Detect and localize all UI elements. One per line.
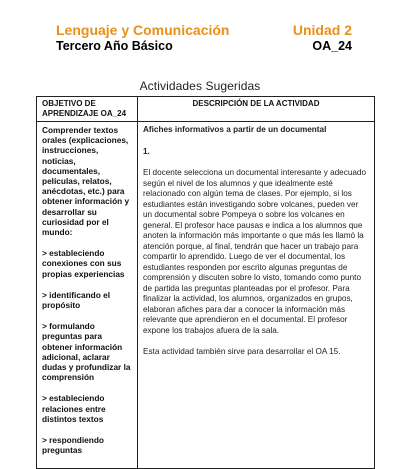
objective-item: > respondiendo preguntas [42,435,105,456]
table-row [37,122,375,469]
subject-title: Lenguaje y Comunicación [56,22,230,38]
objective-item: > identificando el propósito [42,289,110,311]
grade-label: Tercero Año Básico [56,39,173,53]
objective-item: > estableciendo conexiones con sus propias experiencias [42,248,125,279]
description-header: DESCRIPCIÓN DE LA ACTIVIDAD [138,97,375,122]
activities-table [36,96,375,469]
unit-title: Unidad 2 [292,22,352,38]
objective-item: > formulando preguntas para obtener información adicional, aclarar dudas y profundizar la comprensión [42,321,131,383]
objective-item: Comprender textos orales (explicaciones, instrucciones, noticias, documentales, películas, relatos, anécdotas, etc.) para obtener información y desarrollar su curiosidad por el mundo: [42,125,130,238]
header-left [56,22,229,55]
objective-header: OBJETIVO DE APRENDIZAJE OA_24 [37,97,138,122]
activity-number: 1. [143,146,150,156]
table-header-row [37,97,375,122]
oa-code: OA_24 [312,39,352,53]
section-title: Actividades Sugeridas [139,79,261,93]
header-right [293,22,352,55]
activity-cell [138,122,375,469]
objectives-cell [37,122,138,469]
objective-item: > estableciendo relaciones entre distintos textos [42,393,106,424]
activity-note: Esta actividad también sirve para desarrollar el OA 15. [143,347,341,356]
activity-title: Afiches informativos a partir de un documental [143,125,327,134]
activity-description: El docente selecciona un documental interesante y adecuado según el nivel de los alumnos y que idealmente esté relacionado con algún tema de clases. Por ejemplo, si los estudiantes están investigando sobre volcanes, pueden ver un documental sobre Pompeya o sobre los volcanes en general. El profesor hace pausas e indica a los alumnos que anoten la información más importante o que más les llamó la atención porque, al final, tendrán que hacer un trabajo para compartir lo aprendido. Luego de ver el documental, los estudiantes responden por escrito algunas preguntas de comprensión y discuten sobre lo visto, tomando como punto de partida las preguntas planteadas por el profesor. Para finalizar la actividad, los alumnos, organizados en grupos, elaboran afiches para dar a conocer la información más relevante que aprendieron en el documental. El profesor expone los trabajos afuera de la sala. [143,168,367,335]
